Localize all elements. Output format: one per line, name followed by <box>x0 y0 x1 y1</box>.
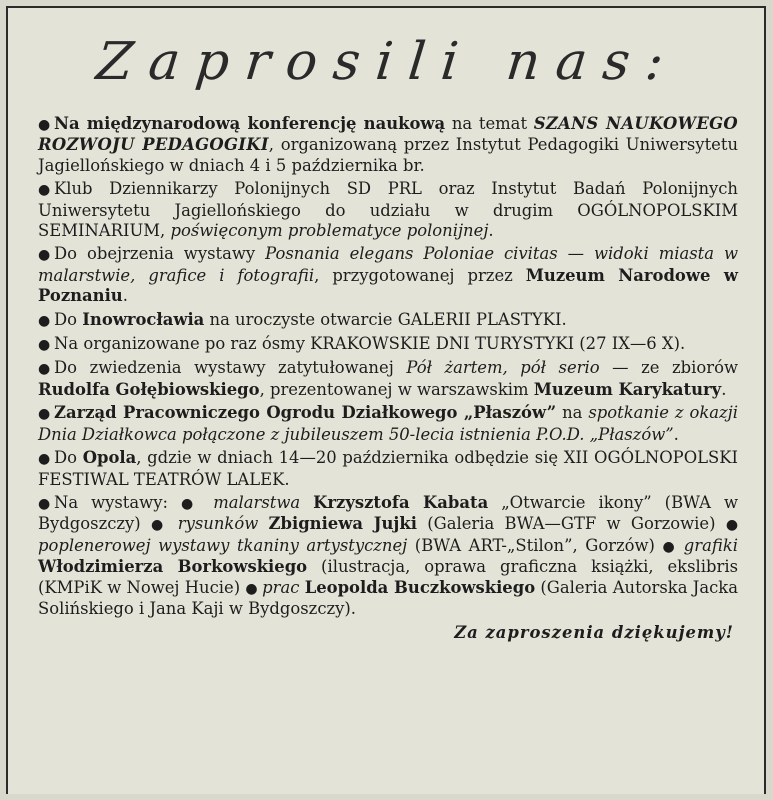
article-title: Zaprosili nas: <box>93 32 683 92</box>
item-text: , gdzie w dniach 14—20 października odbędzie się XII OGÓLNOPOLSKI FESTIWAL TEATRÓW LALEK. <box>38 448 738 489</box>
inline-bullet-icon: ● <box>150 517 178 534</box>
inline-bullet-icon: ● <box>725 517 739 534</box>
item-text: Na wystawy: <box>54 492 181 512</box>
item-text: prac <box>262 577 300 597</box>
item-text: spotkanie z okazji Dnia Działkowca połączone z jubileuszem 50-lecia istnienia P.O.D. „Płaszów” <box>38 403 738 444</box>
bullet-icon: ● <box>38 406 51 423</box>
invitation-item <box>38 334 738 355</box>
item-text: (Galeria BWA—GTF w Gorzowie) <box>416 514 726 534</box>
inline-bullet-icon: ● <box>662 538 684 555</box>
item-text: Zbigniewa Jujki <box>268 514 417 534</box>
item-text: Zarząd Pracowniczego Ogrodu Działkowego „Płaszów” <box>54 403 557 423</box>
bullet-icon: ● <box>38 337 51 354</box>
item-text: . <box>721 379 727 399</box>
item-text: (ilustracja, oprawa graficzna książki, ekslibris (KMPiK w Nowej Hucie) <box>38 557 738 597</box>
bullet-icon: ● <box>38 361 51 378</box>
item-text: Klub Dziennikarzy Polonijnych SD PRL oraz Instytut Badań Polonijnych Uniwersytetu Jagiellońskiego do udziału w drugim OGÓLNOPOLSKIM SEMINARIUM, <box>38 179 738 241</box>
item-text: Muzeum Karykatury <box>533 379 722 399</box>
item-text: Rudolfa Gołębiowskiego <box>38 379 260 399</box>
item-text: Do <box>54 448 83 468</box>
item-text: malarstwa <box>213 492 301 512</box>
inline-bullet-icon: ● <box>245 580 263 597</box>
invitation-item <box>38 310 738 331</box>
item-text: Na międzynarodową konferencję naukową <box>54 114 446 133</box>
item-text: Włodzimierza Borkowskiego <box>38 557 308 577</box>
item-text: Pół żartem, pół serio <box>406 358 600 378</box>
invitation-item <box>38 448 738 490</box>
item-text: . <box>673 424 679 444</box>
item-text: rysunków <box>177 514 259 534</box>
item-text: (BWA ART-„Stilon”, Gorzów) <box>407 535 663 555</box>
item-text: Leopolda Buczkowskiego <box>304 577 536 597</box>
item-text: grafiki <box>683 535 739 555</box>
invitation-item <box>38 114 738 176</box>
invitation-item <box>38 403 738 445</box>
item-text: Krzysztofa Kabata <box>313 492 489 512</box>
item-text: — ze zbiorów <box>599 358 738 378</box>
item-text: , prezentowanej w warszawskim <box>259 379 534 399</box>
item-text: poświęconym problematyce polonijnej <box>170 221 489 241</box>
item-text: na uroczyste otwarcie GALERII PLASTYKI. <box>204 309 567 329</box>
item-text: na temat <box>445 114 534 133</box>
bullet-icon: ● <box>38 495 51 512</box>
invitation-item <box>38 358 738 400</box>
bullet-icon: ● <box>38 451 51 468</box>
article-frame <box>6 6 766 794</box>
inline-bullet-icon: ● <box>180 495 214 512</box>
item-text: Do <box>54 309 83 329</box>
item-text: Na organizowane po raz ósmy KRAKOWSKIE DNI TURYSTYKI (27 IX—6 X). <box>54 334 686 354</box>
bullet-icon: ● <box>38 117 51 133</box>
item-text: (Galeria Autorska Jacka Solińskiego i Jana Kaji w Bydgoszczy). <box>38 577 738 618</box>
bullet-icon: ● <box>38 312 51 329</box>
item-text <box>300 493 313 512</box>
item-text: poplenerowej wystawy tkaniny artystycznej <box>38 535 408 555</box>
invitation-item <box>38 493 738 619</box>
bullet-icon: ● <box>38 182 51 199</box>
item-text: Do zwiedzenia wystawy zatytułowanej <box>54 358 407 378</box>
invitation-item <box>38 244 738 306</box>
item-text: , organizowaną przez Instytut Pedagogiki Uniwersytetu Jagiellońskiego w dniach 4 i 5 października br. <box>38 135 738 175</box>
item-text: . <box>122 286 128 306</box>
item-text: Opola <box>82 448 137 468</box>
item-text: Posnania elegans Poloniae civitas — widoki miasta w malarstwie, grafice i fotografii <box>38 244 739 285</box>
closing-line: Za zaproszenia dziękujemy! <box>454 623 734 643</box>
item-text: na <box>556 403 589 423</box>
item-text: Muzeum Narodowe w Poznaniu <box>38 265 738 306</box>
item-text: , przygotowanej przez <box>314 265 526 285</box>
item-text: Inowrocławia <box>82 309 205 329</box>
item-text: . <box>488 221 494 241</box>
item-text: „Otwarcie ikony” (BWA w Bydgoszczy) <box>38 492 738 534</box>
item-text <box>258 514 268 533</box>
item-text: SZANS NAUKOWEGO ROZWOJU PEDAGOGIKI <box>38 114 739 155</box>
article-body <box>38 114 738 644</box>
invitation-item <box>38 179 738 241</box>
item-text: Do obejrzenia wystawy <box>54 244 266 264</box>
bullet-icon: ● <box>38 247 51 264</box>
invitation-list <box>38 114 738 619</box>
